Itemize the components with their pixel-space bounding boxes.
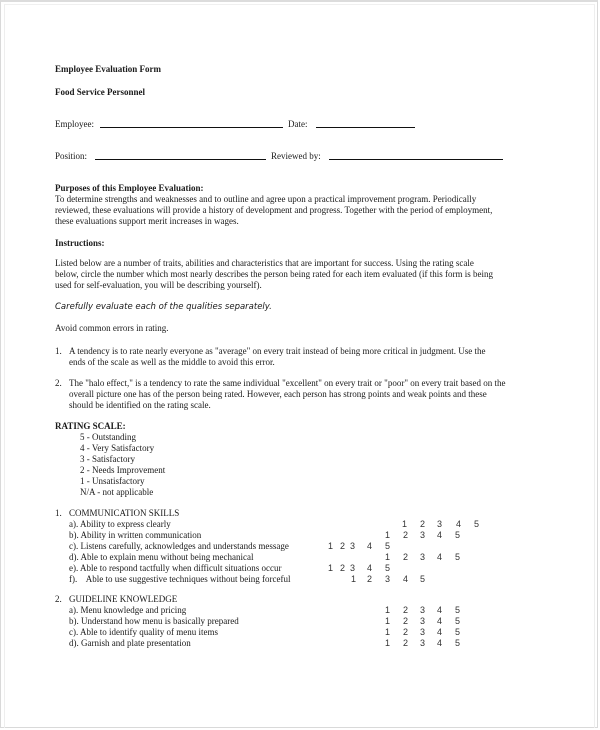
rating-option[interactable]: 3 [350, 541, 356, 551]
date-label: Date: [288, 119, 308, 129]
rating-option[interactable]: 1 [328, 541, 334, 551]
rating-option[interactable]: 2 [403, 627, 409, 637]
criterion-label: f). Able to use suggestive techniques without being forceful [69, 574, 291, 584]
rating-option[interactable]: 4 [437, 605, 443, 615]
rating-option[interactable]: 2 [403, 638, 409, 648]
rating-scale-item: 4 - Very Satisfactory [80, 443, 155, 453]
purposes-heading: Purposes of this Employee Evaluation: [55, 183, 204, 193]
error-item-1 [69, 346, 559, 368]
rating-option[interactable]: 2 [340, 541, 346, 551]
rating-option[interactable]: 3 [420, 605, 426, 615]
rating-option[interactable]: 2 [340, 563, 346, 573]
rating-option[interactable]: 4 [437, 627, 443, 637]
rating-option[interactable]: 5 [385, 541, 391, 551]
rating-scale-item: 2 - Needs Improvement [80, 465, 166, 475]
date-field[interactable] [316, 127, 415, 128]
rating-option[interactable]: 4 [437, 552, 443, 562]
employee-field[interactable] [100, 127, 283, 128]
rating-option[interactable]: 1 [385, 530, 391, 540]
section-title-guideline: GUIDELINE KNOWLEDGE [69, 594, 178, 604]
rating-option[interactable]: 1 [351, 574, 357, 584]
criterion-label: b). Understand how menu is basically prepared [69, 616, 239, 626]
error-line: A tendency is to rate nearly everyone as "average" on every trait instead of being more critical in judgment. Use the [69, 346, 486, 356]
avoid-note: Avoid common errors in rating. [55, 323, 169, 333]
rating-option[interactable]: 5 [455, 638, 461, 648]
rating-option[interactable]: 2 [403, 530, 409, 540]
rating-option[interactable]: 3 [420, 627, 426, 637]
employee-label: Employee: [55, 119, 94, 129]
position-label: Position: [55, 151, 88, 161]
section-number: 2. [55, 594, 62, 604]
error-line: overall picture one has of the person being rated. However, each person has strong points and weak points and these [69, 389, 487, 399]
rating-option[interactable]: 2 [403, 616, 409, 626]
rating-option[interactable]: 2 [420, 519, 426, 529]
rating-option[interactable]: 1 [402, 519, 408, 529]
error-line: should be identified on the rating scale. [69, 400, 211, 410]
rating-option[interactable]: 5 [474, 519, 480, 529]
instructions-heading: Instructions: [55, 238, 105, 248]
rating-option[interactable]: 4 [437, 530, 443, 540]
purposes-line: To determine strengths and weaknesses and to outline and agree upon a practical improvement program. Periodically [55, 194, 477, 204]
criterion-label: d). Able to explain menu without being mechanical [69, 552, 254, 562]
rating-option[interactable]: 3 [420, 616, 426, 626]
rating-option[interactable]: 1 [385, 627, 391, 637]
rating-scale-item: 3 - Satisfactory [80, 454, 135, 464]
rating-option[interactable]: 3 [350, 563, 356, 573]
rating-option[interactable]: 5 [455, 605, 461, 615]
rating-option[interactable]: 5 [420, 574, 426, 584]
document-subtitle: Food Service Personnel [55, 87, 145, 97]
rating-option[interactable]: 5 [455, 627, 461, 637]
rating-option[interactable]: 4 [456, 519, 462, 529]
rating-scale-item: 1 - Unsatisfactory [80, 476, 145, 486]
error-line: The "halo effect," is a tendency to rate the same individual "excellent" on every trait or "poor" on every trait based on the [69, 378, 506, 388]
criterion-label: a). Menu knowledge and pricing [69, 605, 187, 615]
criterion-label: a). Ability to express clearly [69, 519, 171, 529]
rating-option[interactable]: 5 [455, 552, 461, 562]
instructions-line: Listed below are a number of traits, abilities and characteristics that are important for success. Using the rating scale [55, 258, 474, 268]
rating-option[interactable]: 1 [385, 638, 391, 648]
instructions-line: below, circle the number which most nearly describes the person being rated for each item evaluated (if this form is being [55, 269, 494, 279]
criterion-label: d). Garnish and plate presentation [69, 638, 191, 648]
error-number: 2. [55, 378, 62, 388]
rating-option[interactable]: 4 [437, 616, 443, 626]
rating-option[interactable]: 2 [403, 605, 409, 615]
section-number: 1. [55, 508, 62, 518]
rating-option[interactable]: 5 [455, 530, 461, 540]
criterion-label: c). Able to identify quality of menu items [69, 627, 218, 637]
rating-scale-heading: RATING SCALE: [55, 421, 126, 431]
rating-option[interactable]: 5 [385, 563, 391, 573]
rating-option[interactable]: 3 [437, 519, 443, 529]
rating-option[interactable]: 3 [385, 574, 391, 584]
error-item-2 [69, 378, 559, 411]
rating-option[interactable]: 2 [367, 574, 373, 584]
instructions-paragraph [55, 258, 555, 291]
rating-option[interactable]: 3 [420, 552, 426, 562]
section-title-communication: COMMUNICATION SKILLS [69, 508, 180, 518]
rating-option[interactable]: 3 [420, 530, 426, 540]
position-field[interactable] [95, 159, 266, 160]
criterion-label: b). Ability in written communication [69, 530, 202, 540]
rating-option[interactable]: 1 [385, 616, 391, 626]
criterion-label: c). Listens carefully, acknowledges and understands message [69, 541, 289, 551]
reviewed-by-field[interactable] [329, 159, 503, 160]
rating-option[interactable]: 4 [367, 541, 373, 551]
italic-note: Carefully evaluate each of the qualities separately. [55, 302, 272, 312]
rating-option[interactable]: 1 [385, 552, 391, 562]
document-title: Employee Evaluation Form [55, 64, 161, 74]
rating-option[interactable]: 4 [403, 574, 409, 584]
purposes-line: reviewed, these evaluations will provide a history of development and progress. Together with the period of employment, [55, 205, 493, 215]
rating-option[interactable]: 1 [328, 563, 334, 573]
error-line: ends of the scale as well as the middle to avoid this error. [69, 357, 275, 367]
instructions-line: used for self-evaluation, you will be describing yourself). [55, 280, 262, 290]
rating-option[interactable]: 4 [367, 563, 373, 573]
reviewed-by-label: Reviewed by: [271, 151, 321, 161]
rating-option[interactable]: 1 [385, 605, 391, 615]
rating-option[interactable]: 3 [420, 638, 426, 648]
rating-option[interactable]: 4 [437, 638, 443, 648]
purposes-line: these evaluations support merit increases in wages. [55, 216, 239, 226]
criterion-label: e). Able to respond tactfully when difficult situations occur [69, 563, 282, 573]
rating-option[interactable]: 5 [455, 616, 461, 626]
error-number: 1. [55, 346, 62, 356]
rating-scale-item: 5 - Outstanding [80, 432, 136, 442]
purposes-paragraph [55, 194, 555, 227]
rating-scale-item: N/A - not applicable [80, 487, 154, 497]
rating-option[interactable]: 2 [403, 552, 409, 562]
